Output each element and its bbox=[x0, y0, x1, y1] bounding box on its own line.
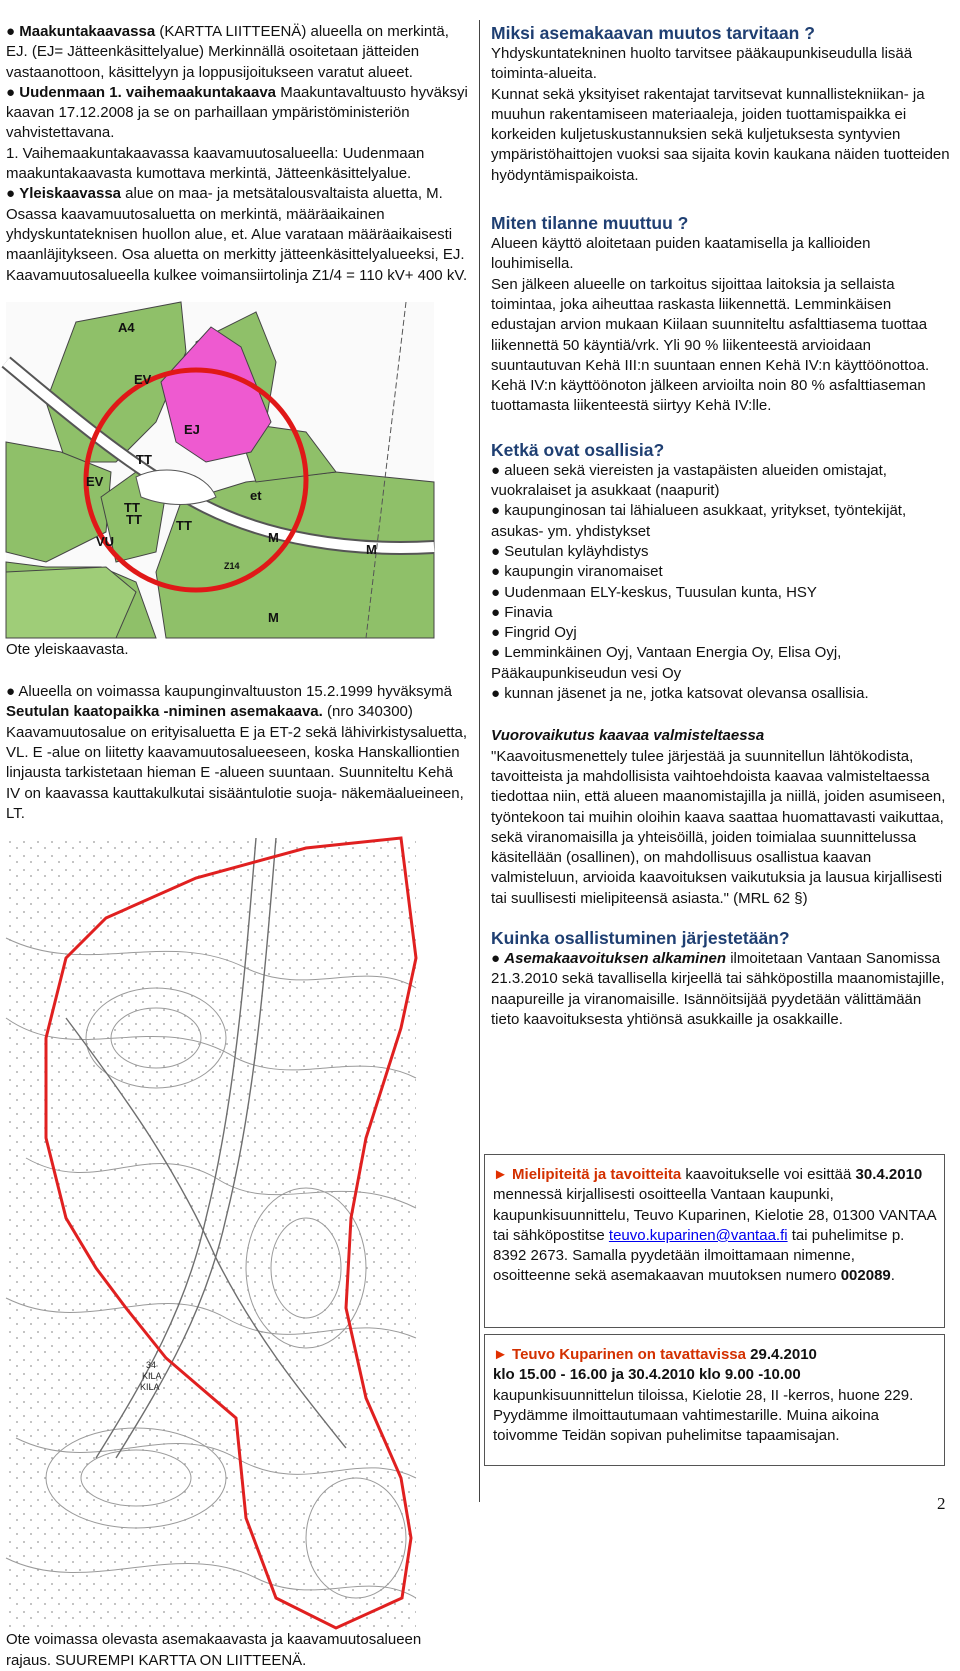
meeting-times: klo 15.00 - 16.00 ja 30.4.2010 klo 9.00 -10.00 bbox=[493, 1366, 801, 1384]
map-label-34: 34 bbox=[146, 1360, 157, 1371]
map-label-tt: TT bbox=[126, 511, 142, 527]
list-item: ● Fingrid Oyj bbox=[491, 624, 577, 642]
list-item: ● Finavia bbox=[491, 603, 553, 621]
paragraph-mrl-quote: "Kaavoitusmenettely tulee järjestää ja suunnitellun lähtökodista, tavoitteista ja mahdollisista vaihtoehdoista kaavaa valmisteltaessa tiedottaa niin, että alueen maanomistajilla ja niillä, joiden asumiseen, työntekoon tai muihin oloihin kaava saattaa huomattavasti vaikuttaa, sekä viranomaisilla ja yhteisöillä, joiden toimialaa suunnittelussa käsitellään (osallinen), on mahdollisuus osallistua kaavan valmisteluun, arvioida kaavoituksen vaikutuksia ja lausua kirjallisesti tai suullisesti mielipiteensä asiasta." (MRL 62 §) bbox=[491, 747, 946, 907]
page-number: 2 bbox=[937, 1494, 946, 1513]
heading-why: Miksi asemakaavan muutos tarvitaan ? bbox=[491, 23, 815, 43]
map-label-z14: Z14 bbox=[224, 560, 240, 571]
heading-participation: Kuinka osallistuminen järjestetään? bbox=[491, 927, 790, 948]
paragraph-maakuntakaava: ● Maakuntakaavassa (KARTTA LIITTEENÄ) alueella on merkintä, EJ. (EJ= Jätteenkäsittelyalue) Merkinnällä osoitetaan jätteiden vastaanottoon, käsittelyyn ja loppusijoitukseen varatut alueet. bbox=[6, 23, 449, 81]
map-label-vu: VU bbox=[96, 533, 115, 549]
email-link[interactable]: teuvo.kuparinen@vantaa.fi bbox=[608, 1226, 788, 1244]
meeting-box bbox=[484, 1334, 945, 1466]
list-item: ● kunnan jäsenet ja ne, jotka katsovat olevansa osallisia. bbox=[491, 685, 869, 703]
map-label-ev: EV bbox=[134, 371, 152, 387]
map-label-m: M bbox=[268, 529, 279, 545]
map-label-m: M bbox=[268, 609, 279, 625]
paragraph-why-1: Yhdyskuntatekninen huolto tarvitsee pääkaupunkiseudulla lisää toiminta-alueita. bbox=[491, 45, 913, 83]
paragraph-why-2: Kunnat sekä yksityiset rakentajat tarvitsevat kunnallistekniikan- ja muuhun rakentamiseen materiaaleja, joiden tuottamispaikka ei korkeiden kuljetuskustannuksien sekä kuljetuksesta syntyvien ympäristöhaittojen vuoksi saa sijaita kovin kaukana näiden tuotteiden hyödyntämispaikoista. bbox=[491, 85, 950, 184]
list-item: ● Seutulan kyläyhdistys bbox=[491, 542, 649, 560]
column-divider bbox=[479, 20, 480, 1502]
opinions-box bbox=[484, 1154, 945, 1328]
opinions-text: ► Mielipiteitä ja tavoitteita kaavoitukselle voi esittää 30.4.2010 mennessä kirjallisesti osoitteella Vantaan kaupunki, kaupunkisuunnittelu, Teuvo Kuparinen, Kielotie 28, 01300 VANTAA tai sähköpostitse teuvo.kuparinen@vantaa.fi tai puhelimitse p. 8392 2673. Samalla pyydetään ilmoittamaan nimenne, osoitteenne sekä asemakaavan muutoksen numero 002089. bbox=[493, 1166, 936, 1285]
map-label-et: et bbox=[250, 487, 262, 503]
map-label-tt: TT bbox=[124, 499, 140, 515]
bold-term: Maakuntakaavassa bbox=[19, 23, 156, 40]
list-item: ● kaupunginosan tai lähialueen asukkaat, yritykset, työntekijät, asukas- ym. yhdistykset bbox=[491, 502, 907, 540]
map-label-ev: EV bbox=[86, 473, 104, 489]
map-label-m: M bbox=[366, 541, 377, 557]
map-label-ej: EJ bbox=[184, 421, 200, 437]
paragraph-change-2: Sen jälkeen alueelle on tarkoitus sijoittaa laitoksia ja sellaista toimintaa, joka aiheuttaa raskasta liikennettä. Lemminkäisen edustajan arvion mukaan Kiilaan suunniteltu asfalttiasema tuottaa liikennettä 50 käyntiä/vrk. Yli 90 % liikenteestä arvioidaan suuntautuvan Kehä III:n suuntaan ennen Kehä IV:n käyttöönottoa. Kehä IV:n käyttöönoton jälkeen arvioilta noin 80 % asfalttiaseman tuottamasta liikenteestä siirtyy Kehä IV:lle. bbox=[491, 275, 930, 415]
list-item: ● alueen sekä viereisten ja vastapäisten alueiden omistajat, vuokralaiset ja asukkaat (naapurit) bbox=[491, 461, 887, 500]
paragraph-change-1: Alueen käyttö aloitetaan puiden kaatamisella ja kallioiden louhimisella. bbox=[491, 235, 871, 273]
meeting-date: 29.4.2010 bbox=[750, 1346, 817, 1363]
map1-caption: Ote yleiskaavasta. bbox=[6, 640, 129, 658]
asemakaava-map-svg bbox=[6, 838, 416, 1628]
map-label-tt: TT bbox=[176, 517, 192, 533]
map2-caption: Ote voimassa olevasta asemakaavasta ja kaavamuutosalueen rajaus. SUUREMPI KARTTA ON LIITTEENÄ. bbox=[6, 1631, 422, 1669]
heading-stakeholders: Ketkä ovat osallisia? bbox=[491, 439, 665, 460]
list-item: ● Uudenmaan ELY-keskus, Tuusulan kunta, HSY bbox=[491, 583, 817, 601]
arrow-right-icon: ► bbox=[493, 1346, 508, 1363]
bold-term: Seutulan kaatopaikka -niminen asemakaava. bbox=[6, 703, 323, 721]
deadline-date: 30.4.2010 bbox=[855, 1166, 923, 1183]
left-column bbox=[6, 22, 470, 1671]
yleiskaava-map bbox=[6, 302, 434, 638]
map-label-tt: TT bbox=[136, 451, 152, 467]
bold-term: Uudenmaan 1. vaihemaakuntakaava bbox=[19, 83, 277, 101]
asemakaava-map bbox=[6, 838, 416, 1628]
list-item: ● Lemminkäinen Oyj, Vantaan Energia Oy, Elisa Oyj, Pääkaupunkiseudun vesi Oy bbox=[491, 644, 842, 682]
meeting-highlight: Teuvo Kuparinen on tavattavissa bbox=[512, 1346, 746, 1363]
yleiskaava-map-svg bbox=[6, 302, 434, 638]
paragraph-asemakaava: ● Alueella on voimassa kaupunginvaltuuston 15.2.1999 hyväksymä Seutulan kaatopaikka -niminen asemakaava. (nro 340300) Kaavamuutosalue on erityisaluetta E ja ET-2 sekä lähivirkistysaluetta, VL. E -alue on liitetty kaavamuutosalueeseen, koska Hanskalliontien linjausta tarkistetaan hieman E -alueen suuntaan. Suunniteltu Kehä IV on kaavassa kauttakulkutai sisääntulotie suoja- näkemäalueineen, LT. bbox=[6, 683, 468, 822]
plan-number: 002089 bbox=[840, 1267, 891, 1285]
bold-italic-term: Asemakaavoituksen alkaminen bbox=[504, 949, 727, 967]
heading-how-changes: Miten tilanne muuttuu ? bbox=[491, 213, 689, 234]
opinions-highlight: Mielipiteitä ja tavoitteita bbox=[512, 1166, 682, 1183]
heading-interaction: Vuorovaikutus kaavaa valmisteltaessa bbox=[491, 727, 765, 745]
bold-term: Yleiskaavassa bbox=[19, 185, 121, 203]
list-item: ● kaupungin viranomaiset bbox=[491, 563, 663, 581]
right-column bbox=[491, 22, 953, 1030]
meeting-text: ► Teuvo Kuparinen on tavattavissa 29.4.2010 klo 15.00 - 16.00 ja 30.4.2010 klo 9.00 -10.00 kaupunkisuunnittelun tiloissa, Kielotie 28, II -kerros, huone 229. Pyydämme ilmoittautumaan vahtimestarille. Muina aikoina toivomme Teidän sopivan puhelimitse tapaamisajan. bbox=[493, 1346, 914, 1445]
arrow-right-icon: ► bbox=[493, 1166, 508, 1183]
paragraph-yleiskaava: ● Yleiskaavassa alue on maa- ja metsätalousvaltaista aluetta, M. Osassa kaavamuutosaluetta on merkintä, määräaikainen yhdyskuntateknisen huollon alue, et. Alue varataan määräaikaisesti maanläjitykseen. Osa aluetta on merkitty jätteenkäsittelyalueeksi, EJ. Kaavamuutosalueella kulkee voimansiirtolinja Z1/4 = 110 kV+ 400 kV. bbox=[6, 185, 468, 284]
paragraph-kumottava: 1. Vaihemaakuntakaavassa kaavamuutosalueella: Uudenmaan maakuntakaavasta kumottava merkintä, Jätteenkäsittelyalue. bbox=[6, 144, 425, 183]
stakeholder-list bbox=[491, 461, 953, 705]
map-label-a4: A4 bbox=[118, 319, 135, 335]
paragraph-participation: ● Asemakaavoituksen alkaminen ilmoitetaan Vantaan Sanomissa 21.3.2010 sekä tavallisella kirjeellä tai sähköpostilla maanomistajille, naapureille ja viranomaisille. Isännöitsijää pyydetään välittämään tieto kaavoituksesta yhtiönsä asukkaille ja osakkaille. bbox=[491, 949, 945, 1028]
map-label-kila: KILA bbox=[142, 1371, 162, 1382]
map-label-kila: KILA bbox=[140, 1382, 160, 1393]
paragraph-vaihemaakuntakaava: ● Uudenmaan 1. vaihemaakuntakaava Maakuntavaltuusto hyväksyi kaavan 17.12.2008 ja se on parhaillaan ympäristöministeriön vahvistettavana. bbox=[6, 83, 468, 142]
